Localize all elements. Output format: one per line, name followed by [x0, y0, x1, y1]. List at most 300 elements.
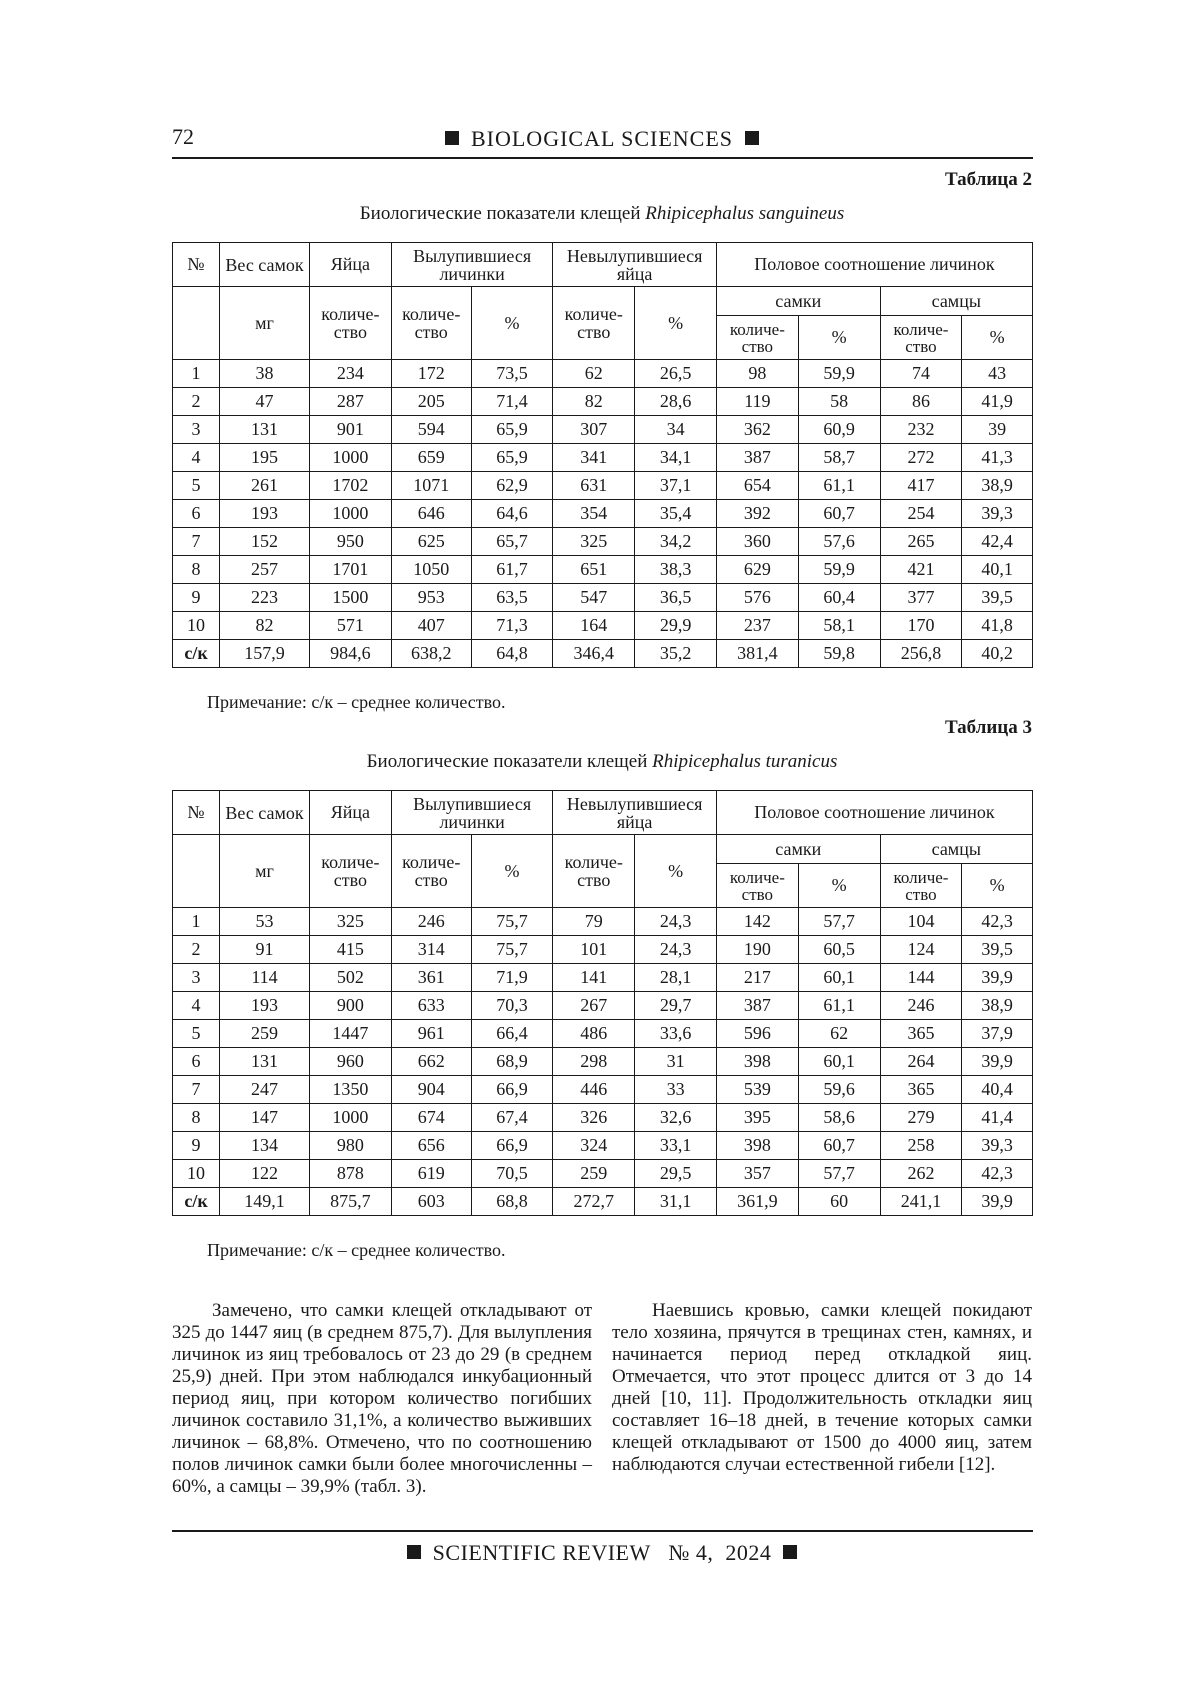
table-cell: 264 [880, 1048, 962, 1076]
table-cell: 656 [391, 1132, 471, 1160]
table-cell: 60,5 [798, 936, 880, 964]
table-cell: с/к [173, 1188, 220, 1216]
table-cell: 39 [962, 416, 1033, 444]
table-cell: 41,3 [962, 444, 1033, 472]
table-cell: 34 [635, 416, 717, 444]
table-cell: 60,4 [798, 584, 880, 612]
table-cell: 272 [880, 444, 962, 472]
table-row [173, 556, 1033, 584]
table-cell: 360 [716, 528, 798, 556]
header-sex-ratio: Половое соотношение личинок [716, 791, 1032, 835]
table3-caption [172, 751, 1032, 773]
journal-section: BIOLOGICAL SCIENCES [470, 126, 734, 151]
table-cell: 124 [880, 936, 962, 964]
table-cell: 904 [391, 1076, 471, 1104]
table-cell: 246 [391, 908, 471, 936]
table-cell: 62,9 [471, 472, 553, 500]
table-cell: 71,4 [471, 388, 553, 416]
table-cell: с/к [173, 640, 220, 668]
header-hatched-percent: % [471, 287, 553, 360]
table-cell: 58,1 [798, 612, 880, 640]
table-cell: 395 [716, 1104, 798, 1132]
table-cell: 539 [716, 1076, 798, 1104]
table-cell: 86 [880, 388, 962, 416]
table-cell: 64,6 [471, 500, 553, 528]
header-males-percent: % [962, 864, 1033, 908]
table-cell: 950 [310, 528, 392, 556]
journal-footer [172, 1540, 1032, 1566]
table-cell: 59,9 [798, 360, 880, 388]
table-cell: 1702 [310, 472, 392, 500]
header-unhatched-count: количе-ство [553, 835, 635, 908]
table-cell: 68,9 [471, 1048, 553, 1076]
table-cell: 258 [880, 1132, 962, 1160]
header-males-count: количе-ство [880, 864, 962, 908]
table-row [173, 936, 1033, 964]
header-females-percent: % [798, 864, 880, 908]
table-cell: 39,9 [962, 1048, 1033, 1076]
table-cell: 415 [310, 936, 392, 964]
table-cell: 265 [880, 528, 962, 556]
table-cell: 26,5 [635, 360, 717, 388]
header-hatched-count: количе-ство [391, 287, 471, 360]
table-cell: 901 [310, 416, 392, 444]
table-cell: 875,7 [310, 1188, 392, 1216]
table-cell: 75,7 [471, 908, 553, 936]
table-cell: 7 [173, 1076, 220, 1104]
table-cell: 65,7 [471, 528, 553, 556]
body-column-left [172, 1300, 592, 1498]
table-row [173, 388, 1033, 416]
table-cell: 142 [716, 908, 798, 936]
table-cell: 66,9 [471, 1076, 553, 1104]
table-cell: 38,3 [635, 556, 717, 584]
table-row [173, 416, 1033, 444]
table2-number: Таблица 2 [944, 169, 1032, 190]
table-cell: 10 [173, 1160, 220, 1188]
table-cell: 147 [220, 1104, 310, 1132]
table-cell: 172 [391, 360, 471, 388]
table-cell: 1 [173, 360, 220, 388]
table-cell: 341 [553, 444, 635, 472]
table-cell: 287 [310, 388, 392, 416]
table-cell: 6 [173, 1048, 220, 1076]
footer-rule [172, 1530, 1033, 1532]
table-cell: 53 [220, 908, 310, 936]
table-cell: 256,8 [880, 640, 962, 668]
table-cell: 900 [310, 992, 392, 1020]
table-cell: 41,4 [962, 1104, 1033, 1132]
table-cell: 5 [173, 1020, 220, 1048]
table-cell: 674 [391, 1104, 471, 1132]
table-cell: 42,3 [962, 1160, 1033, 1188]
table-cell: 298 [553, 1048, 635, 1076]
table-cell: 131 [220, 1048, 310, 1076]
table-cell: 65,9 [471, 444, 553, 472]
table-cell: 61,1 [798, 992, 880, 1020]
table-cell: 1 [173, 908, 220, 936]
table-cell: 68,8 [471, 1188, 553, 1216]
table-cell: 57,6 [798, 528, 880, 556]
table-cell: 195 [220, 444, 310, 472]
table-cell: 596 [716, 1020, 798, 1048]
table-cell: 24,3 [635, 936, 717, 964]
table-cell: 307 [553, 416, 635, 444]
table-cell: 625 [391, 528, 471, 556]
table-cell: 646 [391, 500, 471, 528]
table-cell: 980 [310, 1132, 392, 1160]
table-cell: 4 [173, 992, 220, 1020]
table-cell: 144 [880, 964, 962, 992]
table-cell: 66,4 [471, 1020, 553, 1048]
table-cell: 398 [716, 1132, 798, 1160]
table-cell: 82 [220, 612, 310, 640]
table-row [173, 1188, 1033, 1216]
table-cell: 633 [391, 992, 471, 1020]
table-cell: 237 [716, 612, 798, 640]
table-cell: 259 [220, 1020, 310, 1048]
table-cell: 98 [716, 360, 798, 388]
table-cell: 38,9 [962, 472, 1033, 500]
journal-issue: SCIENTIFIC REVIEW № 4, 2024 [432, 1540, 772, 1565]
header-unhatched-percent: % [635, 835, 717, 908]
table-cell: 39,3 [962, 1132, 1033, 1160]
table-cell: 223 [220, 584, 310, 612]
header-females-count: количе-ство [716, 316, 798, 360]
header-num: № [173, 791, 220, 835]
table-cell: 63,5 [471, 584, 553, 612]
table-cell: 3 [173, 416, 220, 444]
table-cell: 59,8 [798, 640, 880, 668]
table-row [173, 640, 1033, 668]
header-females: самки [716, 835, 880, 864]
table-cell: 35,2 [635, 640, 717, 668]
table-cell: 361 [391, 964, 471, 992]
table-cell: 32,6 [635, 1104, 717, 1132]
table-cell: 387 [716, 992, 798, 1020]
table-cell: 29,5 [635, 1160, 717, 1188]
table-row [173, 472, 1033, 500]
page-number: 72 [172, 124, 194, 149]
table-row [173, 964, 1033, 992]
table-cell: 61,7 [471, 556, 553, 584]
table-cell: 654 [716, 472, 798, 500]
table3-species: Rhipicephalus turanicus [652, 751, 838, 772]
table-cell: 59,9 [798, 556, 880, 584]
table-cell: 594 [391, 416, 471, 444]
table-cell: 60,7 [798, 1132, 880, 1160]
table-cell: 114 [220, 964, 310, 992]
table-cell: 91 [220, 936, 310, 964]
table-cell: 1447 [310, 1020, 392, 1048]
table-cell: 122 [220, 1160, 310, 1188]
table-row [173, 1048, 1033, 1076]
table-cell: 43 [962, 360, 1033, 388]
table-cell: 325 [553, 528, 635, 556]
table-cell: 259 [553, 1160, 635, 1188]
header-eggs: Яйца [310, 791, 392, 835]
table-cell: 157,9 [220, 640, 310, 668]
table-cell: 417 [880, 472, 962, 500]
table-cell: 953 [391, 584, 471, 612]
table-cell: 3 [173, 964, 220, 992]
table-cell: 502 [310, 964, 392, 992]
table-cell: 33,1 [635, 1132, 717, 1160]
table-cell: 571 [310, 612, 392, 640]
table-cell: 217 [716, 964, 798, 992]
table-cell: 82 [553, 388, 635, 416]
table-cell: 64,8 [471, 640, 553, 668]
table-cell: 205 [391, 388, 471, 416]
table-cell: 365 [880, 1076, 962, 1104]
header-males-count: количе-ство [880, 316, 962, 360]
table-cell: 58,6 [798, 1104, 880, 1132]
table-cell: 41,8 [962, 612, 1033, 640]
table-cell: 1050 [391, 556, 471, 584]
table-cell: 57,7 [798, 908, 880, 936]
table-cell: 629 [716, 556, 798, 584]
square-bullet-icon [745, 131, 759, 145]
table-cell: 34,1 [635, 444, 717, 472]
table-cell: 28,1 [635, 964, 717, 992]
table-cell: 134 [220, 1132, 310, 1160]
table-cell: 70,5 [471, 1160, 553, 1188]
table-cell: 279 [880, 1104, 962, 1132]
table-cell: 119 [716, 388, 798, 416]
header-rule [172, 157, 1033, 159]
square-bullet-icon [783, 1545, 797, 1559]
table-cell: 65,9 [471, 416, 553, 444]
table-cell: 35,4 [635, 500, 717, 528]
table-cell: 141 [553, 964, 635, 992]
table-cell: 247 [220, 1076, 310, 1104]
table-cell: 381,4 [716, 640, 798, 668]
table-cell: 60,1 [798, 964, 880, 992]
table-cell: 325 [310, 908, 392, 936]
table-cell: 1500 [310, 584, 392, 612]
table-cell: 272,7 [553, 1188, 635, 1216]
table-cell: 960 [310, 1048, 392, 1076]
header-unhatched-count: количе-ство [553, 287, 635, 360]
table-cell: 1071 [391, 472, 471, 500]
table2-caption [172, 203, 1032, 225]
table-cell: 41,9 [962, 388, 1033, 416]
table-cell: 486 [553, 1020, 635, 1048]
table-cell: 603 [391, 1188, 471, 1216]
table-cell: 4 [173, 444, 220, 472]
table-cell: 362 [716, 416, 798, 444]
table-cell: 232 [880, 416, 962, 444]
table-cell: 62 [798, 1020, 880, 1048]
table-cell: 39,5 [962, 584, 1033, 612]
header-eggs: Яйца [310, 243, 392, 287]
table-cell: 190 [716, 936, 798, 964]
table-cell: 961 [391, 1020, 471, 1048]
table-cell: 79 [553, 908, 635, 936]
header-unhatched-percent: % [635, 287, 717, 360]
table-cell: 40,1 [962, 556, 1033, 584]
table-cell: 36,5 [635, 584, 717, 612]
square-bullet-icon [445, 131, 459, 145]
table-cell: 326 [553, 1104, 635, 1132]
table-cell: 58 [798, 388, 880, 416]
table-cell: 29,9 [635, 612, 717, 640]
header-weight: Вес самок [220, 243, 310, 287]
table-cell: 57,7 [798, 1160, 880, 1188]
table-cell: 246 [880, 992, 962, 1020]
table2-body [173, 360, 1033, 668]
table-cell: 60,9 [798, 416, 880, 444]
table-cell: 254 [880, 500, 962, 528]
table-cell: 10 [173, 612, 220, 640]
table-cell: 38,9 [962, 992, 1033, 1020]
table-cell: 39,9 [962, 964, 1033, 992]
table-cell: 407 [391, 612, 471, 640]
table-cell: 71,9 [471, 964, 553, 992]
table-cell: 59,6 [798, 1076, 880, 1104]
header-females-percent: % [798, 316, 880, 360]
table-cell: 67,4 [471, 1104, 553, 1132]
table-cell: 131 [220, 416, 310, 444]
table-cell: 101 [553, 936, 635, 964]
table-cell: 984,6 [310, 640, 392, 668]
header-num: № [173, 243, 220, 287]
table-cell: 60 [798, 1188, 880, 1216]
table3-caption-text: Биологические показатели клещей [366, 751, 648, 772]
paragraph-left: Замечено, что самки клещей откладывают от 325 до 1447 яиц (в среднем 875,7). Для вылупления личинок из яиц требовалось от 23 до 29 (в среднем 25,9) дней. При этом наблюдался инкубационный период яиц, при котором количество погибших личинок составило 31,1%, а количество выживших личинок – 68,8%. Отмечено, что по соотношению полов личинок самки были более многочисленны – 60%, а самцы – 39,9% (табл. 3). [172, 1300, 592, 1497]
table-cell: 878 [310, 1160, 392, 1188]
table-cell: 547 [553, 584, 635, 612]
table-cell: 71,3 [471, 612, 553, 640]
table-cell: 47 [220, 388, 310, 416]
table-cell: 37,1 [635, 472, 717, 500]
table-row [173, 500, 1033, 528]
table-cell: 39,5 [962, 936, 1033, 964]
table-cell: 62 [553, 360, 635, 388]
table-row [173, 1104, 1033, 1132]
table-cell: 365 [880, 1020, 962, 1048]
table-cell: 2 [173, 388, 220, 416]
table-row [173, 908, 1033, 936]
header-mg: мг [220, 287, 310, 360]
table-cell: 24,3 [635, 908, 717, 936]
table-cell: 392 [716, 500, 798, 528]
table-cell: 9 [173, 584, 220, 612]
table-row [173, 1076, 1033, 1104]
header-males: самцы [880, 287, 1032, 316]
table-cell: 257 [220, 556, 310, 584]
table-cell: 34,2 [635, 528, 717, 556]
table-row [173, 1160, 1033, 1188]
table-cell: 241,1 [880, 1188, 962, 1216]
table-cell: 8 [173, 556, 220, 584]
table-cell: 66,9 [471, 1132, 553, 1160]
header-unhatched: Невылупившиеся яйца [553, 243, 717, 287]
header-hatched-count: количе-ство [391, 835, 471, 908]
table-cell: 33,6 [635, 1020, 717, 1048]
table2-note: Примечание: с/к – среднее количество. [207, 692, 506, 712]
table-cell: 193 [220, 500, 310, 528]
header-num-blank [173, 835, 220, 908]
table-row [173, 1132, 1033, 1160]
table-cell: 354 [553, 500, 635, 528]
header-hatched-percent: % [471, 835, 553, 908]
table-cell: 40,2 [962, 640, 1033, 668]
body-column-right [612, 1300, 1032, 1476]
table-cell: 31 [635, 1048, 717, 1076]
table-cell: 70,3 [471, 992, 553, 1020]
table-row [173, 992, 1033, 1020]
header-females: самки [716, 287, 880, 316]
table-cell: 576 [716, 584, 798, 612]
table-cell: 37,9 [962, 1020, 1033, 1048]
header-hatched: Вылупившиеся личинки [391, 791, 553, 835]
table-row [173, 584, 1033, 612]
table-cell: 638,2 [391, 640, 471, 668]
header-mg: мг [220, 835, 310, 908]
table-cell: 662 [391, 1048, 471, 1076]
table-cell: 1350 [310, 1076, 392, 1104]
table-cell: 42,4 [962, 528, 1033, 556]
header-num-blank [173, 287, 220, 360]
table-cell: 58,7 [798, 444, 880, 472]
table3-number: Таблица 3 [944, 717, 1032, 738]
table-cell: 377 [880, 584, 962, 612]
header-males: самцы [880, 835, 1032, 864]
table-row [173, 360, 1033, 388]
header-sex-ratio: Половое соотношение личинок [716, 243, 1032, 287]
table-cell: 1000 [310, 1104, 392, 1132]
table-cell: 74 [880, 360, 962, 388]
header-weight: Вес самок [220, 791, 310, 835]
table2 [172, 242, 1033, 668]
table-cell: 31,1 [635, 1188, 717, 1216]
table-cell: 314 [391, 936, 471, 964]
table-cell: 651 [553, 556, 635, 584]
table-cell: 38 [220, 360, 310, 388]
table-cell: 8 [173, 1104, 220, 1132]
table-cell: 39,3 [962, 500, 1033, 528]
header-eggs-count: количе-ство [310, 287, 392, 360]
table3-body [173, 908, 1033, 1216]
table-row [173, 1020, 1033, 1048]
table-cell: 42,3 [962, 908, 1033, 936]
table-cell: 60,1 [798, 1048, 880, 1076]
table-cell: 1000 [310, 444, 392, 472]
header-eggs-count: количе-ство [310, 835, 392, 908]
table-cell: 261 [220, 472, 310, 500]
table-cell: 75,7 [471, 936, 553, 964]
table-cell: 6 [173, 500, 220, 528]
table2-species: Rhipicephalus sanguineus [645, 203, 845, 224]
table-cell: 5 [173, 472, 220, 500]
table-cell: 61,1 [798, 472, 880, 500]
table-cell: 1000 [310, 500, 392, 528]
header-hatched: Вылупившиеся личинки [391, 243, 553, 287]
table-cell: 170 [880, 612, 962, 640]
table-cell: 9 [173, 1132, 220, 1160]
running-head [172, 126, 1032, 152]
header-females-count: количе-ство [716, 864, 798, 908]
table-cell: 149,1 [220, 1188, 310, 1216]
table-cell: 1701 [310, 556, 392, 584]
table-cell: 387 [716, 444, 798, 472]
table-cell: 361,9 [716, 1188, 798, 1216]
table-row [173, 528, 1033, 556]
table-cell: 398 [716, 1048, 798, 1076]
table-cell: 39,9 [962, 1188, 1033, 1216]
table-cell: 631 [553, 472, 635, 500]
